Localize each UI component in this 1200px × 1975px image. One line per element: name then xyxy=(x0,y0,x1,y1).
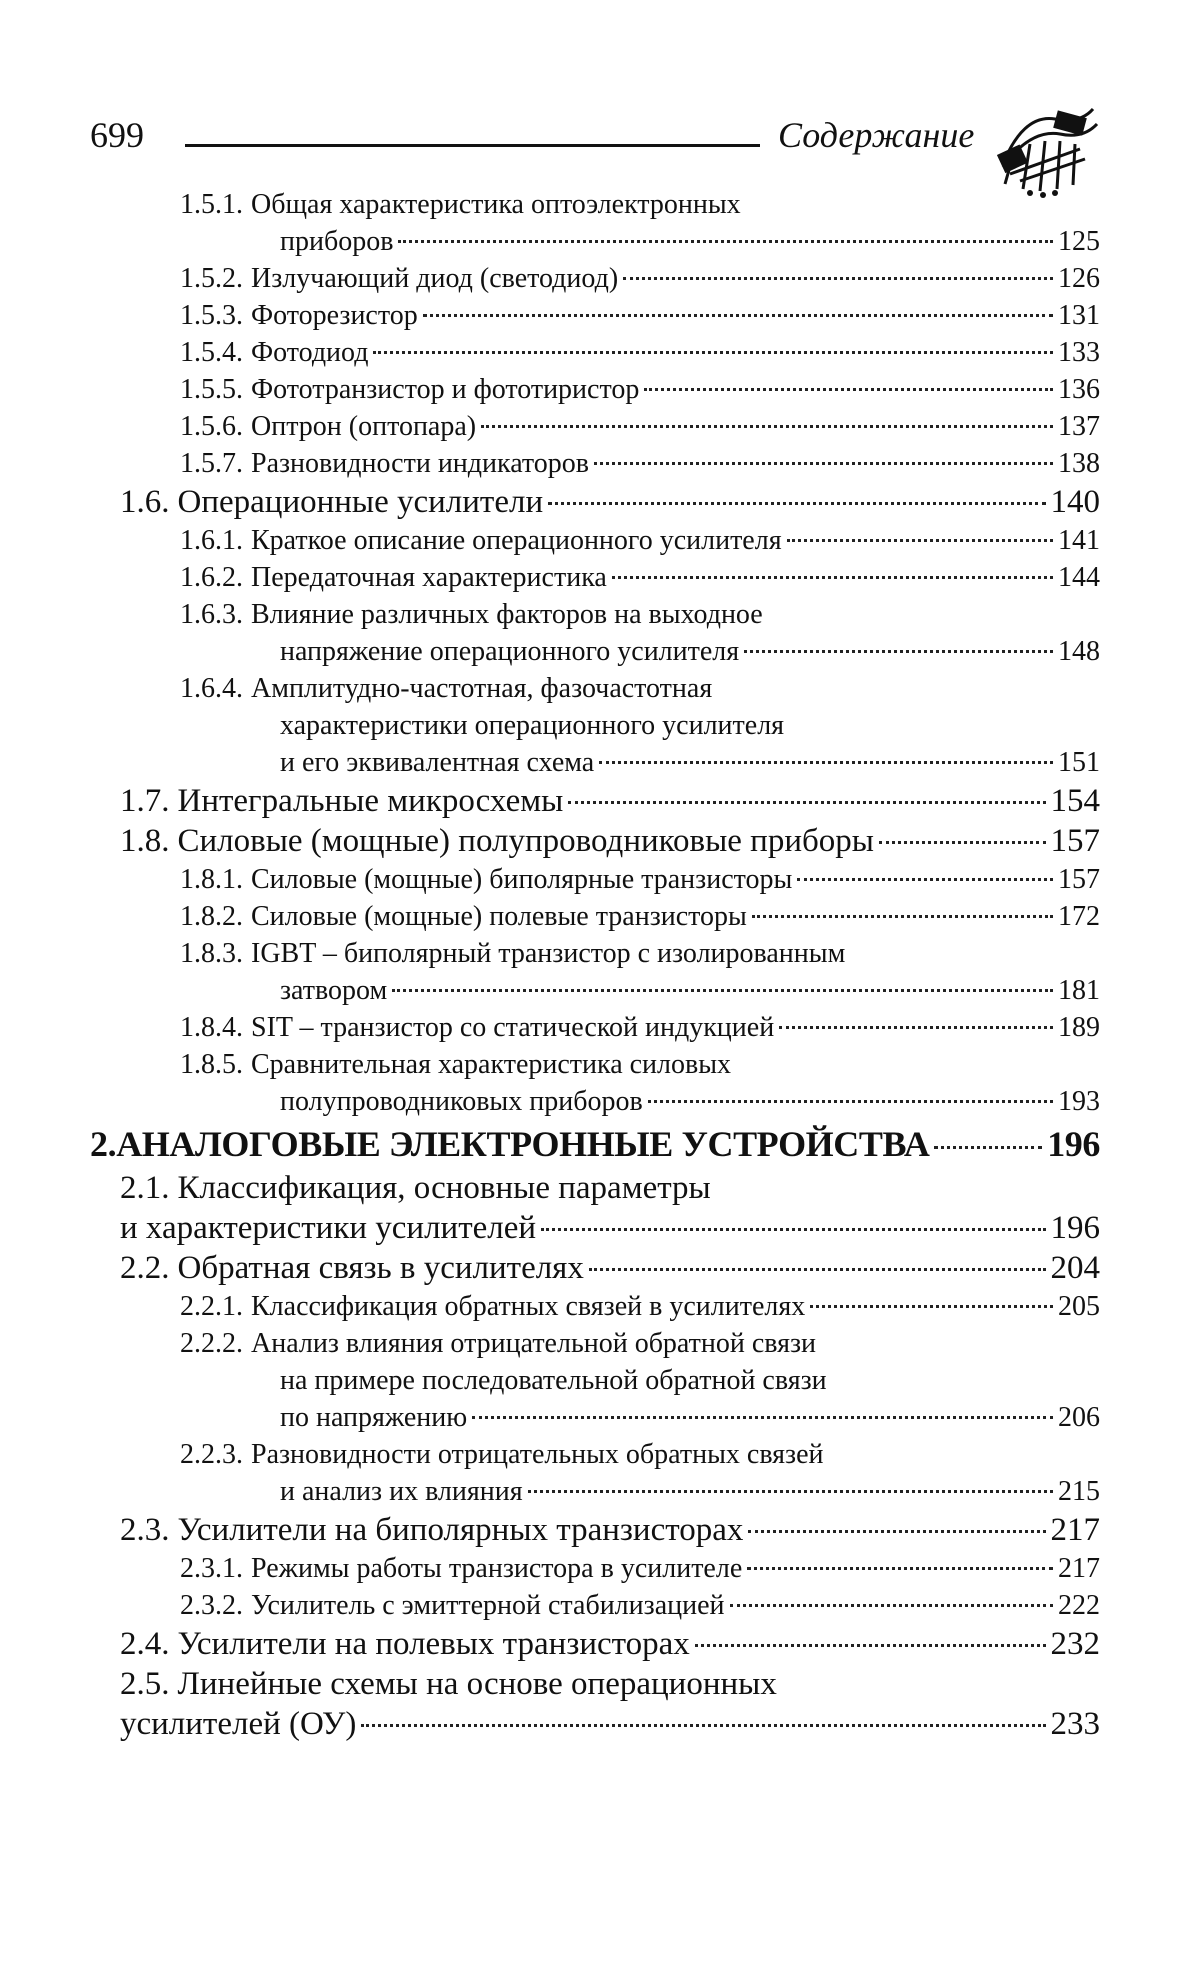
dot-leader xyxy=(730,1604,1054,1607)
dot-leader xyxy=(548,502,1045,505)
dot-leader xyxy=(373,351,1053,354)
toc-page-number: 133 xyxy=(1058,337,1100,368)
toc-entry-line xyxy=(80,744,1100,781)
dot-leader xyxy=(589,1268,1046,1271)
toc-entry-title: Анализ влияния отрицательной обратной связи xyxy=(251,1328,817,1359)
toc-page-number: 215 xyxy=(1058,1476,1100,1507)
dot-leader xyxy=(879,841,1046,844)
toc-page-number: 137 xyxy=(1058,411,1100,442)
toc-entry-line xyxy=(80,1168,1100,1208)
toc-page-number: 189 xyxy=(1058,1012,1100,1043)
toc-entry-line xyxy=(80,297,1100,334)
toc-entry-title: Оптрон (оптопара) xyxy=(251,411,477,442)
toc-entry[interactable] xyxy=(80,408,1100,445)
toc-page-number: 131 xyxy=(1058,300,1100,331)
toc-entry-title: Линейные схемы на основе операционных xyxy=(177,1666,777,1702)
toc-entry-number: 1.8.2. xyxy=(180,901,243,932)
dot-leader xyxy=(599,761,1053,764)
toc-entry-number: 1.8. xyxy=(120,823,170,859)
toc-entry-title: Краткое описание операционного усилителя xyxy=(251,525,782,556)
toc-entry-title: Усилители на биполярных транзисторах xyxy=(177,1512,744,1548)
toc-page-number: 126 xyxy=(1058,263,1100,294)
toc-entry-line xyxy=(80,707,1100,744)
toc-entry-title: на примере последовательной обратной связи xyxy=(280,1365,827,1396)
toc-page-number: 181 xyxy=(1058,975,1100,1006)
toc-entry-number: 2.5. xyxy=(120,1666,170,1702)
toc-entry[interactable] xyxy=(80,1624,1100,1664)
toc-entry-title: АНАЛОГОВЫЕ ЭЛЕКТРОННЫЕ УСТРОЙСТВА xyxy=(116,1124,930,1164)
toc-entry[interactable] xyxy=(80,1009,1100,1046)
toc-entry[interactable] xyxy=(80,297,1100,334)
toc-page-number: 148 xyxy=(1058,636,1100,667)
dot-leader xyxy=(568,801,1045,804)
toc-entry-number: 2.2.1. xyxy=(180,1291,243,1322)
toc-entry-number: 2.2. xyxy=(120,1250,170,1286)
toc-entry[interactable] xyxy=(80,559,1100,596)
toc-entry-line xyxy=(80,670,1100,707)
toc-page-number: 141 xyxy=(1058,525,1100,556)
toc-entry-title: Фоторезистор xyxy=(251,300,418,331)
toc-entry-number: 1.7. xyxy=(120,783,170,819)
toc-entry-title: Сравнительная характеристика силовых xyxy=(251,1049,732,1080)
table-of-contents xyxy=(80,186,1100,1744)
toc-entry-title: IGBT – биполярный транзистор с изолированным xyxy=(251,938,846,969)
toc-entry-title: затвором xyxy=(280,975,388,1006)
toc-entry-line xyxy=(80,1664,1100,1704)
toc-page-number: 157 xyxy=(1050,823,1100,859)
dot-leader xyxy=(797,878,1053,881)
toc-entry-number: 1.8.1. xyxy=(180,864,243,895)
toc-entry-title: Фотодиод xyxy=(251,337,369,368)
toc-page-number: 196 xyxy=(1047,1124,1100,1164)
dot-leader xyxy=(810,1305,1053,1308)
toc-entry-number: 2.3. xyxy=(120,1512,170,1548)
toc-page-number: 144 xyxy=(1058,562,1100,593)
toc-entry-number: 1.5.6. xyxy=(180,411,243,442)
toc-entry-title: Классификация обратных связей в усилителях xyxy=(251,1291,806,1322)
toc-entry-line xyxy=(80,935,1100,972)
toc-entry[interactable] xyxy=(80,1325,1100,1436)
toc-entry-number: 1.5.1. xyxy=(180,189,243,220)
toc-entry-line xyxy=(80,1208,1100,1248)
toc-entry-title: характеристики операционного усилителя xyxy=(280,710,785,741)
toc-entry-line xyxy=(80,898,1100,935)
toc-entry-title: Интегральные микросхемы xyxy=(177,783,564,819)
dot-leader xyxy=(361,1724,1045,1727)
toc-entry-line xyxy=(80,186,1100,223)
toc-entry-number: 1.6.2. xyxy=(180,562,243,593)
toc-entry-line xyxy=(80,972,1100,1009)
toc-page-number: 136 xyxy=(1058,374,1100,405)
toc-entry-number: 1.8.5. xyxy=(180,1049,243,1080)
toc-entry-number: 1.5.3. xyxy=(180,300,243,331)
toc-entry-number: 2.2.2. xyxy=(180,1328,243,1359)
toc-entry-line xyxy=(80,1550,1100,1587)
toc-page-number: 172 xyxy=(1058,901,1100,932)
toc-entry-line xyxy=(80,1248,1100,1288)
toc-entry[interactable] xyxy=(80,1288,1100,1325)
dot-leader xyxy=(934,1146,1042,1149)
toc-entry-number: 1.6.4. xyxy=(180,673,243,704)
toc-entry[interactable] xyxy=(80,1436,1100,1510)
toc-entry[interactable] xyxy=(80,898,1100,935)
toc-entry-line xyxy=(80,408,1100,445)
toc-entry-number: 2. xyxy=(90,1124,117,1164)
toc-page-number: 232 xyxy=(1050,1626,1100,1662)
toc-entry-line xyxy=(80,1704,1100,1744)
toc-entry-line xyxy=(80,1362,1100,1399)
toc-entry-title: усилителей (ОУ) xyxy=(120,1706,357,1742)
toc-entry-title: Фототранзистор и фототиристор xyxy=(251,374,640,405)
toc-page-number: 151 xyxy=(1058,747,1100,778)
toc-entry-title: Силовые (мощные) полупроводниковые приборы xyxy=(177,823,874,859)
toc-entry[interactable] xyxy=(80,935,1100,1009)
toc-entry-title: Излучающий диод (светодиод) xyxy=(251,263,619,294)
toc-entry-line xyxy=(80,1083,1100,1120)
toc-entry[interactable] xyxy=(80,1248,1100,1288)
toc-entry[interactable] xyxy=(80,522,1100,559)
toc-entry[interactable] xyxy=(80,371,1100,408)
toc-entry[interactable] xyxy=(80,482,1100,522)
toc-entry-number: 2.1. xyxy=(120,1170,170,1206)
toc-entry-line xyxy=(80,1399,1100,1436)
toc-entry-line xyxy=(80,1473,1100,1510)
toc-page-number: 193 xyxy=(1058,1086,1100,1117)
dot-leader xyxy=(423,314,1053,317)
toc-entry-title: Влияние различных факторов на выходное xyxy=(251,599,763,630)
toc-entry-title: Классификация, основные параметры xyxy=(177,1170,711,1206)
toc-entry-line xyxy=(80,1120,1100,1168)
dot-leader xyxy=(644,388,1053,391)
toc-entry[interactable] xyxy=(80,596,1100,670)
toc-entry-line xyxy=(80,260,1100,297)
dot-leader xyxy=(528,1490,1053,1493)
toc-entry-title: и анализ их влияния xyxy=(280,1476,523,1507)
toc-entry-title: и его эквивалентная схема xyxy=(280,747,595,778)
toc-entry-line xyxy=(80,1587,1100,1624)
toc-entry[interactable] xyxy=(80,1120,1100,1168)
toc-entry-line xyxy=(80,223,1100,260)
toc-entry[interactable] xyxy=(80,445,1100,482)
dot-leader xyxy=(594,462,1053,465)
toc-entry-number: 1.6.1. xyxy=(180,525,243,556)
toc-entry-title: Передаточная характеристика xyxy=(251,562,607,593)
toc-entry-number: 1.8.3. xyxy=(180,938,243,969)
dot-leader xyxy=(747,1567,1053,1570)
toc-entry-title: Силовые (мощные) полевые транзисторы xyxy=(251,901,747,932)
toc-page-number: 140 xyxy=(1050,484,1100,520)
toc-entry[interactable] xyxy=(80,186,1100,260)
toc-entry-line xyxy=(80,861,1100,898)
toc-page-number: 204 xyxy=(1050,1250,1100,1286)
toc-entry[interactable] xyxy=(80,334,1100,371)
toc-page-number: 205 xyxy=(1058,1291,1100,1322)
toc-page-number: 138 xyxy=(1058,448,1100,479)
toc-entry-number: 2.4. xyxy=(120,1626,170,1662)
toc-entry-line xyxy=(80,633,1100,670)
toc-entry[interactable] xyxy=(80,1046,1100,1120)
toc-page-number: 206 xyxy=(1058,1402,1100,1433)
toc-entry-title: Операционные усилители xyxy=(177,484,544,520)
toc-entry-title: Амплитудно-частотная, фазочастотная xyxy=(251,673,713,704)
toc-entry-title: Усилители на полевых транзисторах xyxy=(177,1626,690,1662)
toc-entry-title: Режимы работы транзистора в усилителе xyxy=(251,1553,743,1584)
toc-page-number: 154 xyxy=(1050,783,1100,819)
toc-entry-number: 1.5.7. xyxy=(180,448,243,479)
toc-entry-line xyxy=(80,559,1100,596)
dot-leader xyxy=(472,1416,1053,1419)
toc-entry-title: Разновидности отрицательных обратных связей xyxy=(251,1439,824,1470)
toc-entry-title: полупроводниковых приборов xyxy=(280,1086,643,1117)
dot-leader xyxy=(541,1228,1045,1231)
dot-leader xyxy=(787,539,1053,542)
toc-entry[interactable] xyxy=(80,1550,1100,1587)
toc-entry-line xyxy=(80,1046,1100,1083)
toc-page-number: 196 xyxy=(1050,1210,1100,1246)
toc-entry-number: 1.6. xyxy=(120,484,170,520)
toc-entry-line xyxy=(80,482,1100,522)
toc-entry[interactable] xyxy=(80,1168,1100,1248)
toc-entry-title: приборов xyxy=(280,226,394,257)
dot-leader xyxy=(392,989,1053,992)
header-rule xyxy=(185,144,760,147)
toc-entry-line xyxy=(80,334,1100,371)
toc-entry[interactable] xyxy=(80,260,1100,297)
dot-leader xyxy=(623,277,1053,280)
toc-entry-line xyxy=(80,1510,1100,1550)
toc-entry-number: 1.8.4. xyxy=(180,1012,243,1043)
toc-entry-title: Общая характеристика оптоэлектронных xyxy=(251,189,741,220)
toc-entry-line xyxy=(80,445,1100,482)
toc-entry-number: 1.5.2. xyxy=(180,263,243,294)
toc-entry[interactable] xyxy=(80,781,1100,821)
dot-leader xyxy=(748,1530,1045,1533)
dot-leader xyxy=(398,240,1053,243)
toc-entry-title: и характеристики усилителей xyxy=(120,1210,537,1246)
toc-entry-line xyxy=(80,371,1100,408)
toc-entry[interactable] xyxy=(80,670,1100,781)
toc-page-number: 217 xyxy=(1058,1553,1100,1584)
toc-entry-title: Силовые (мощные) биполярные транзисторы xyxy=(251,864,793,895)
toc-entry-line xyxy=(80,522,1100,559)
toc-entry-title: по напряжению xyxy=(280,1402,468,1433)
toc-entry[interactable] xyxy=(80,861,1100,898)
toc-page-number: 222 xyxy=(1058,1590,1100,1621)
toc-page-number: 217 xyxy=(1050,1512,1100,1548)
toc-page-number: 125 xyxy=(1058,226,1100,257)
toc-entry-number: 2.2.3. xyxy=(180,1439,243,1470)
toc-entry-line xyxy=(80,1009,1100,1046)
toc-entry-title: напряжение операционного усилителя xyxy=(280,636,740,667)
toc-entry-number: 1.6.3. xyxy=(180,599,243,630)
toc-entry-line xyxy=(80,781,1100,821)
page-number: 699 xyxy=(90,115,144,155)
toc-entry-title: Обратная связь в усилителях xyxy=(177,1250,584,1286)
toc-entry-number: 2.3.2. xyxy=(180,1590,243,1621)
toc-entry-line xyxy=(80,1436,1100,1473)
toc-page-number: 157 xyxy=(1058,864,1100,895)
toc-entry[interactable] xyxy=(80,1664,1100,1744)
dot-leader xyxy=(648,1100,1053,1103)
dot-leader xyxy=(752,915,1053,918)
running-header xyxy=(90,104,1100,174)
toc-entry-number: 1.5.5. xyxy=(180,374,243,405)
book-publisher-logo-icon xyxy=(985,89,1105,199)
toc-entry[interactable] xyxy=(80,821,1100,861)
toc-entry-line xyxy=(80,1624,1100,1664)
toc-entry-line xyxy=(80,596,1100,633)
header-title: Содержание xyxy=(778,115,975,155)
toc-entry-number: 2.3.1. xyxy=(180,1553,243,1584)
toc-entry-line xyxy=(80,821,1100,861)
toc-entry[interactable] xyxy=(80,1510,1100,1550)
toc-entry-number: 1.5.4. xyxy=(180,337,243,368)
dot-leader xyxy=(695,1644,1046,1647)
dot-leader xyxy=(744,650,1053,653)
toc-entry-title: SIT – транзистор со статической индукцией xyxy=(251,1012,775,1043)
toc-entry-title: Усилитель с эмиттерной стабилизацией xyxy=(251,1590,725,1621)
toc-entry-line xyxy=(80,1288,1100,1325)
dot-leader xyxy=(779,1026,1053,1029)
toc-entry-title: Разновидности индикаторов xyxy=(251,448,589,479)
dot-leader xyxy=(481,425,1053,428)
toc-entry[interactable] xyxy=(80,1587,1100,1624)
dot-leader xyxy=(612,576,1053,579)
toc-entry-line xyxy=(80,1325,1100,1362)
toc-page-number: 233 xyxy=(1050,1706,1100,1742)
